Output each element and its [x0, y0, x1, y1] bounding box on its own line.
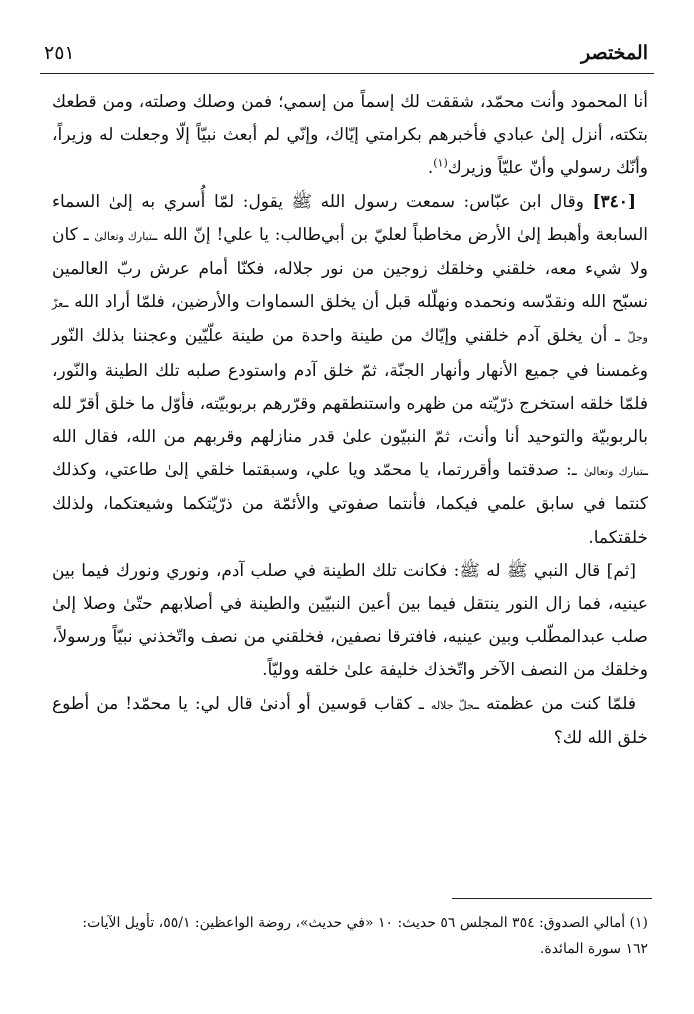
paragraph-4-part2: ـ كقاب قوسين أو أدنىٰ قال لي: يا محمّد! من أطوع خلق الله لك؟ — [52, 693, 648, 748]
running-header — [44, 40, 648, 68]
paragraph-4-part1: فلمّا كنت من عظمته ـ — [474, 693, 637, 714]
footnote-line-2: ١٦٢ سورة المائدة. — [539, 941, 648, 957]
paragraph-2-part4: ـ: صدقتما وأقررتما، يا محمّد ويا علي، وسبقتما خلقي إلىٰ طاعتي، وكذلك كنتما في سابق علمي فيكما، فأنتما صفوتي والأئمّة من ذرّيّتكما وشيعتكما، ولذلك خلقتكما. — [52, 460, 648, 548]
epithet-1: تبارك وتعالىٰ — [94, 229, 153, 243]
paragraph-1-text: أنا المحمود وأنت محمّد، شققت لك إسماً من إسمي؛ فمن وصلك وصلته، ومن قطعك بتكته، أنزل إلىٰ عبادي فأخبرهم بكرامتي إيّاك، وإنّي لم أبعث نبيّاً إلّا وجعلت له وزيراً، وأنّك رسولي وأنّ عليّاً وزيرك — [52, 92, 648, 179]
paragraph-2-part1: وقال ابن عبّاس: سمعت رسول الله ﷺ يقول: لمّا أُسري به إلىٰ السماء السابعة وأهبط إلىٰ الأرض مخاطباً لعليّ بن أبي‌طالب: يا علي! إنّ الله ـ — [52, 191, 648, 245]
paragraph-3: [ثم] قال النبي ﷺ له ﷺ: فكانت تلك الطينة في صلب آدم، ونوري ونورك فيما بين عينيه، فما زال النور ينتقل فيما بين أعين النبيّين والطينة في أصلابهم حتّىٰ وصلا إلىٰ صلب عبدالمطّلب وبين عينيه، فافترقا نصفين، فخلقني من نصف واتّخذني نبيّاً ورسولاً، وخلقك من النصف الآخر واتّخذك خليفة علىٰ خلقه ووليّاً. — [52, 560, 648, 681]
paragraph-1 — [52, 86, 648, 186]
header-divider — [40, 73, 654, 74]
footnote-marker: (١) — [433, 156, 448, 170]
epithet-2: عزّ وجلّ — [52, 297, 648, 345]
paragraph-2-part3: ـ أن يخلق آدم خلقني وإيّاك من طينة واحدة من طينة علّيّين وعجننا بذلك النّور وغمسنا في جميع الأنهار وأنهار الجنّة، ثمّ خلق آدم واستودع صلبه تلك الطينة والنّور، فلمّا خلقه استخرج ذرّيّته من ظهره واستنطقهم وقرّرهم بربوبيّته، فأوّل ما خلق أقرّ لله بالربوبيّة والتوحيد أنا وأنت، ثمّ النبيّون علىٰ قدر منازلهم وقربهم من الله، فقال الله ـ — [52, 326, 648, 481]
page-number: ٢٥١ — [44, 42, 75, 64]
hadith-number: [٣٤٠] — [592, 191, 636, 212]
epithet-3: تبارك وتعالىٰ — [583, 465, 644, 479]
paragraph-4 — [52, 688, 648, 755]
footnote-divider — [452, 898, 652, 899]
epithet-4: جلّ جلاله — [430, 698, 475, 712]
footnote-line-1: (١) أمالي الصدوق: ٣٥٤ المجلس ٥٦ حديث: ١٠ «في حديث»، روضة الواعظين: ٥٥/١، تأويل الآيات: — [82, 915, 648, 931]
book-title: المختصر — [580, 42, 648, 64]
footnote — [52, 910, 648, 962]
main-text — [52, 86, 648, 755]
paragraph-2-part2: ـ كان ولا شيء معه، خلقني وخلقك زوجين من نور جلاله، فكنّا أمام عرش ربّ العالمين نسبّح الله ونقدّسه ونحمده ونهلّله قبل أن يخلق السماوات والأرضين، فلمّا أراد الله ـ — [52, 224, 648, 313]
paragraph-2 — [52, 186, 648, 555]
paragraph-1-end: . — [427, 158, 434, 179]
